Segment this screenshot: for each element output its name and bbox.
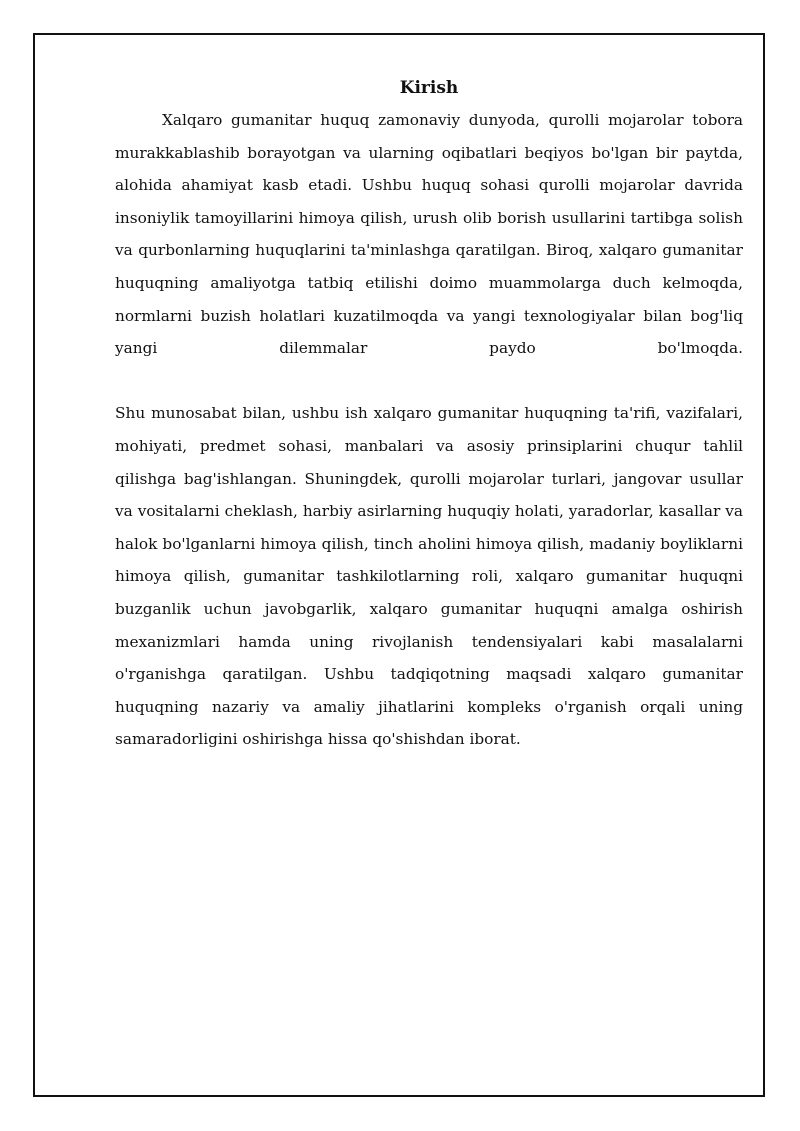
section-title: Kirish <box>399 78 459 98</box>
paragraph-scope: Shu munosabat bilan, ushbu ish xalqaro gumanitar huquqning ta'rifi, vazifalari, mohiyati, predmet sohasi, manbalari va asosiy prinsiplarini chuqur tahlil qilishga bag'ishlangan. Shuningdek, qurolli mojarolar turlari, jangovar usullar va vositalarni cheklash, harbiy asirlarning huquqiy holati, yaradorlar, kasallar va halok bo'lganlarni himoya qilish, tinch aholini himoya qilish, madaniy boyliklarni himoya qilish, gumanitar tashkilotlarning roli, xalqaro gumanitar huquqni buzganlik uchun javobgarlik, xalqaro gumanitar huquqni amalga oshirish mexanizmlari hamda uning rivojlanish tendensiyalari kabi masalalarni o'rganishga qaratilgan. Ushbu tadqiqotning maqsadi xalqaro gumanitar huquqning nazariy va amaliy jihatlarini kompleks o'rganish orqali uning samaradorligini oshirishga hissa qo'shishdan iborat. <box>115 404 743 749</box>
paragraph-intro: Xalqaro gumanitar huquq zamonaviy dunyoda, qurolli mojarolar tobora murakkablashib borayotgan va ularning oqibatlari beqiyos bo'lgan bir paytda, alohida ahamiyat kasb etadi. Ushbu huquq sohasi qurolli mojarolar davrida insoniylik tamoyillarini himoya qilish, urush olib borish usullarini tartibga solish va qurbonlarning huquqlarini ta'minlashga qaratilgan. Biroq, xalqaro gumanitar huquqning amaliyotga tatbiq etilishi doimo muammolarga duch kelmoqda, normlarni buzish holatlari kuzatilmoqda va yangi texnologiyalar bilan bog'liq yangi dilemmalar paydo bo'lmoqda. <box>115 111 743 358</box>
document-body <box>115 74 743 756</box>
